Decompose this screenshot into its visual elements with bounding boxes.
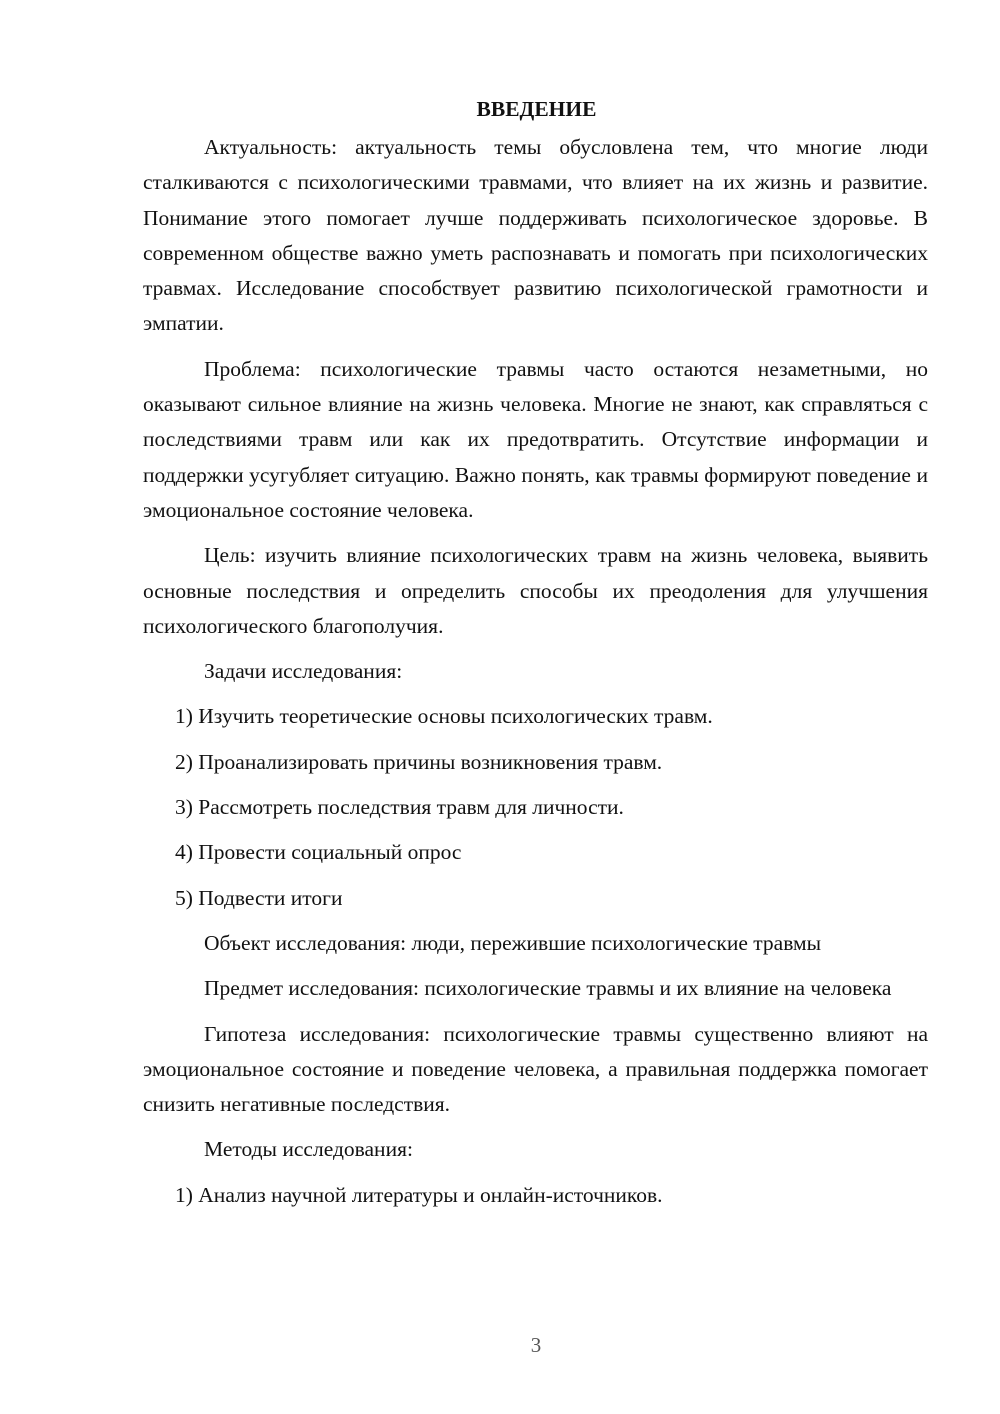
goal-paragraph: Цель: изучить влияние психологических травм на жизнь человека, выявить основные последствия и определить способы их преодоления для улучшения психологического благополучия.	[143, 543, 928, 638]
page-number: 3	[530, 1333, 542, 1357]
subject-paragraph: Предмет исследования: психологические травмы и их влияние на человека	[204, 976, 892, 1001]
document-page	[143, 92, 928, 1223]
tasks-heading: Задачи исследования:	[204, 659, 403, 684]
task-item: 4) Провести социальный опрос	[175, 840, 462, 865]
task-item: 1) Изучить теоретические основы психологических травм.	[175, 704, 713, 729]
method-item: 1) Анализ научной литературы и онлайн-источников.	[175, 1182, 663, 1207]
task-item: 2) Проанализировать причины возникновения травм.	[175, 749, 663, 774]
relevance-paragraph: Актуальность: актуальность темы обусловлена тем, что многие люди сталкиваются с психологическими травмами, что влияет на их жизнь и развитие. Понимание этого помогает лучше поддерживать психологическое здоровье. В современном обществе важно уметь распознавать и помогать при психологических травмах. Исследование способствует развитию психологической грамотности и эмпатии.	[143, 135, 928, 336]
problem-paragraph: Проблема: психологические травмы часто остаются незаметными, но оказывают сильное влияние на жизнь человека. Многие не знают, как справляться с последствиями травм или как их предотвратить. Отсутствие информации и поддержки усугубляет ситуацию. Важно понять, как травмы формируют поведение и эмоциональное состояние человека.	[143, 356, 928, 522]
task-item: 3) Рассмотреть последствия травм для личности.	[175, 795, 624, 820]
hypothesis-paragraph: Гипотеза исследования: психологические травмы существенно влияют на эмоциональное состояние и поведение человека, а правильная поддержка помогает снизить негативные последствия.	[143, 1021, 928, 1117]
task-item: 5) Подвести итоги	[175, 885, 343, 910]
object-paragraph: Объект исследования: люди, пережившие психологические травмы	[204, 930, 822, 955]
methods-heading: Методы исследования:	[204, 1137, 413, 1162]
page-title: ВВЕДЕНИЕ	[476, 97, 597, 121]
